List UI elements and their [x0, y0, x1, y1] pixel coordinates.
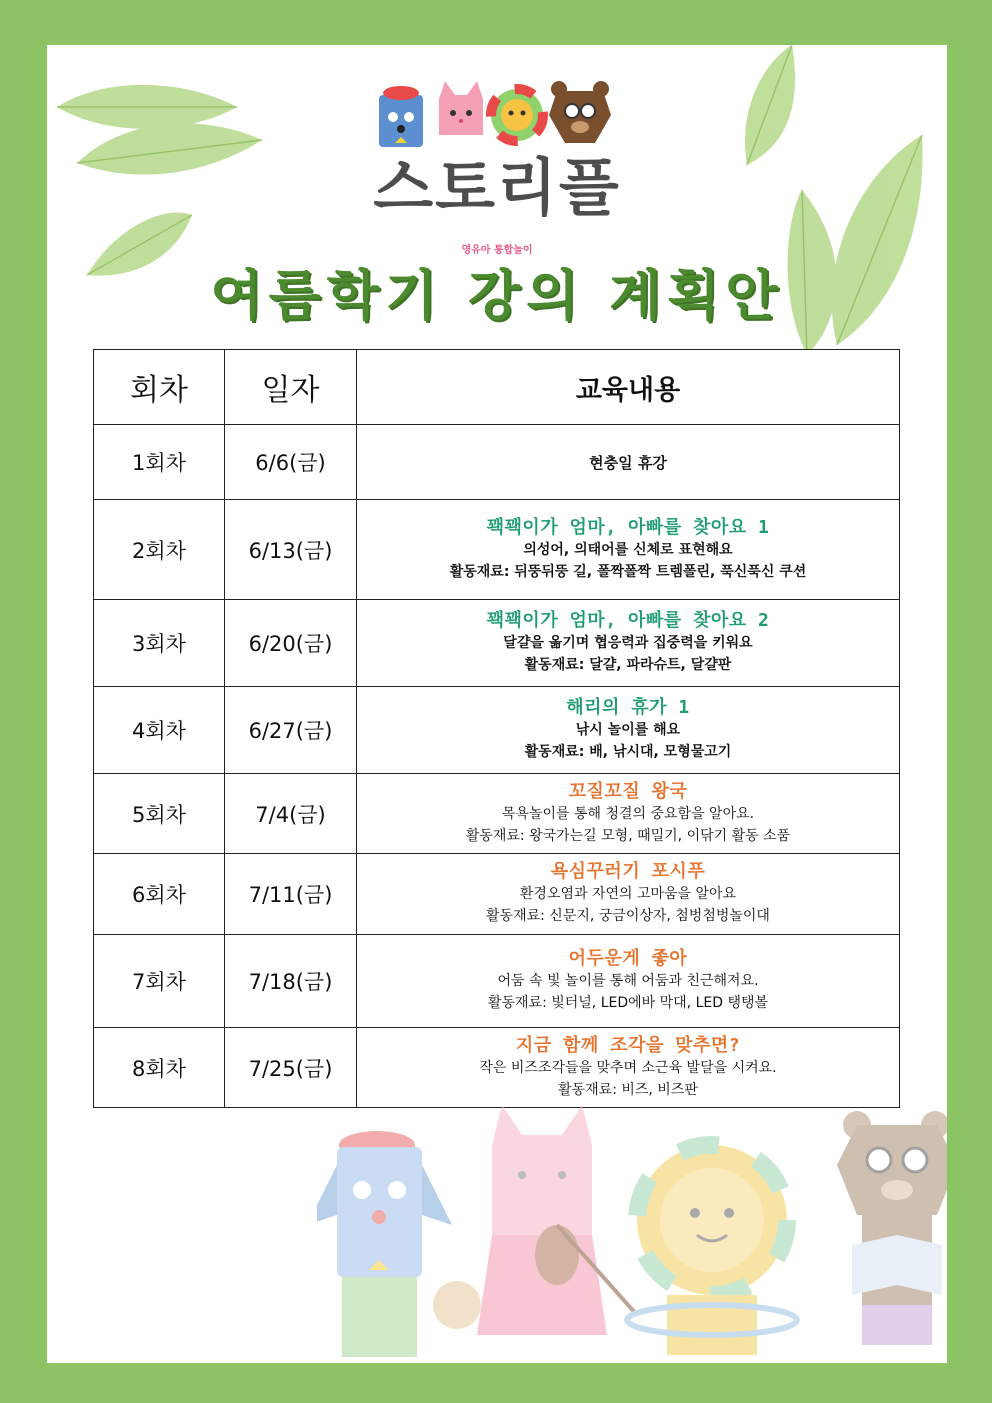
session-cell: 5회차 [94, 774, 225, 854]
table-row [94, 687, 900, 774]
content-cell [357, 774, 900, 854]
session-cell: 6회차 [94, 854, 225, 935]
table-row [94, 425, 900, 500]
date-cell: 7/18(금) [225, 935, 357, 1028]
session-cell: 1회차 [94, 425, 225, 500]
session-cell: 2회차 [94, 500, 225, 600]
topic-title: 해리의 휴가 1 [566, 697, 690, 718]
poster-sheet [47, 45, 947, 1363]
header-date: 일자 [225, 350, 357, 425]
page-title: 여름학기 강의 계획안 [210, 264, 784, 327]
logo-text: 스토리플 [373, 151, 621, 224]
table-row [94, 774, 900, 854]
topic-description: 작은 비즈조각들을 맞추며 소근육 발달을 시켜요. [479, 1059, 777, 1076]
characters-illustration [317, 1105, 947, 1363]
date-cell: 6/13(금) [225, 500, 357, 600]
topic-description: 의성어, 의태어를 신체로 표현해요 [523, 541, 733, 558]
topic-materials: 활동재료: 배, 낚시대, 모형물고기 [524, 744, 732, 760]
content-text: 현충일 휴강 [589, 453, 667, 472]
topic-materials: 활동재료: 신문지, 궁금이상자, 첨벙첨벙놀이대 [486, 908, 770, 924]
date-cell: 6/27(금) [225, 687, 357, 774]
content-cell [357, 854, 900, 935]
content-cell [357, 1028, 900, 1108]
topic-description: 목욕놀이를 통해 청결의 중요함을 알아요. [501, 805, 755, 822]
table-row [94, 500, 900, 600]
table-row [94, 1028, 900, 1108]
topic-title: 욕심꾸러기 포시푸 [550, 861, 706, 882]
schedule-table [93, 349, 900, 1108]
table-header-row [94, 350, 900, 425]
header-session: 회차 [94, 350, 225, 425]
content-cell [357, 935, 900, 1028]
topic-description: 어둠 속 빛 놀이를 통해 어둠과 친근해져요. [497, 973, 759, 989]
date-cell: 6/20(금) [225, 600, 357, 687]
session-cell: 7회차 [94, 935, 225, 1028]
logo-characters-icon [367, 73, 627, 163]
content-cell [357, 687, 900, 774]
session-cell: 4회차 [94, 687, 225, 774]
topic-title: 지금 함께 조각을 맞추면? [515, 1034, 741, 1056]
date-cell: 7/25(금) [225, 1028, 357, 1108]
table-row [94, 935, 900, 1028]
table-row [94, 854, 900, 935]
topic-description: 달걀을 옮기며 협응력과 집중력을 키워요 [503, 635, 753, 651]
topic-materials: 활동재료: 빛터널, LED에바 막대, LED 탱탱볼 [487, 995, 769, 1011]
topic-description: 환경오염과 자연의 고마움을 알아요 [519, 886, 737, 902]
date-cell: 6/6(금) [225, 425, 357, 500]
table-row [94, 600, 900, 687]
content-cell [357, 425, 900, 500]
topic-materials: 활동재료: 뒤뚱뒤뚱 길, 폴짝폴짝 트렘폴린, 푹신푹신 쿠션 [449, 563, 807, 580]
topic-title: 꽥꽥이가 엄마, 아빠를 찾아요 1 [486, 516, 770, 538]
topic-description: 낚시 놀이를 해요 [575, 722, 681, 738]
content-cell [357, 600, 900, 687]
topic-title: 꼬질꼬질 왕국 [568, 780, 688, 802]
storyple-logo [367, 73, 627, 263]
header-content: 교육내용 [357, 350, 900, 425]
topic-materials: 활동재료: 비즈, 비즈판 [558, 1081, 698, 1098]
topic-title: 어두운게 좋아 [568, 948, 688, 969]
topic-title: 꽥꽥이가 엄마, 아빠를 찾아요 2 [486, 610, 770, 631]
topic-materials: 활동재료: 왕국가는길 모형, 때밀기, 이닦기 활동 소품 [465, 827, 791, 844]
cat-violin-icon [477, 1105, 637, 1335]
date-cell: 7/4(금) [225, 774, 357, 854]
dog-painter-icon [317, 1131, 481, 1357]
bear-reading-icon [837, 1111, 947, 1345]
leaf-icon [77, 123, 262, 174]
session-cell: 8회차 [94, 1028, 225, 1108]
date-cell: 7/11(금) [225, 854, 357, 935]
content-cell [357, 500, 900, 600]
session-cell: 3회차 [94, 600, 225, 687]
lion-hoop-icon [627, 1145, 797, 1355]
logo-subtitle: 영유아 통합놀이 [461, 245, 533, 256]
topic-materials: 활동재료: 달걀, 파라슈트, 달걀판 [524, 657, 732, 673]
